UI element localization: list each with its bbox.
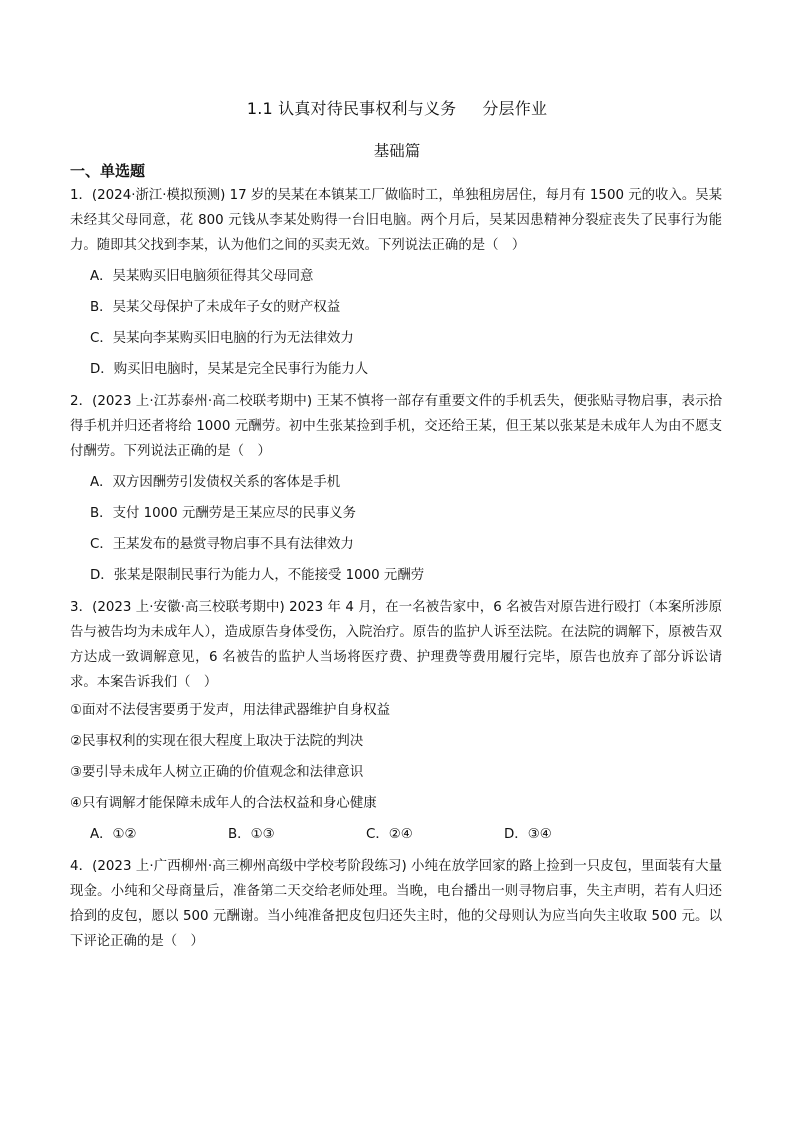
choice-b: B．①③: [228, 827, 275, 842]
statement-4: ④只有调解才能保障未成年人的合法权益和身心健康: [70, 796, 377, 811]
question-1: [70, 183, 722, 385]
title-suffix: 分层作业: [482, 99, 548, 118]
option-c: C．吴某向李某购买旧电脑的行为无法律效力: [90, 331, 354, 346]
question-3: [70, 595, 722, 850]
question-stem: 3．(2023 上·安徽·高三校联考期中) 2023 年 4 月，在一名被告家中，6 名被告对原告进行殴打（本案所涉原告与被告均为未成年人），造成原告身体受伤，入院治疗。原告的监护人诉至法院。在法院的调解下，原被告双方达成一致调解意见，6 名被告的监护人当场将医疗费、护理费等费用履行完毕，原告也放弃了部分诉讼请求。本案告诉我们（ ）: [70, 600, 722, 690]
question-stem: 4．(2023 上·广西柳州·高三柳州高级中学校考阶段练习) 小纯在放学回家的路上捡到一只皮包，里面装有大量现金。小纯和父母商量后，准备第二天交给老师处理。当晚，电台播出一则寻物启事，失主声明，若有人归还拾到的皮包，愿以 500 元酬谢。当小纯准备把皮包归还失主时，他的父母则认为应当向失主收取 500 元。以下评论正确的是（ ）: [70, 859, 722, 949]
statement-3: ③要引导未成年人树立正确的价值观念和法律意识: [70, 765, 364, 780]
question-2: [70, 389, 722, 591]
question-stem: 1．(2024·浙江·模拟预测) 17 岁的吴某在本镇某工厂做临时工，单独租房居住，每月有 1500 元的收入。吴某未经其父母同意，花 800 元钱从李某处购得一台旧电脑。两个月后，吴某因患精神分裂症丧失了民事行为能力。随即其父找到李某，认为他们之间的买卖无效。下列说法正确的是（ ）: [70, 188, 722, 253]
option-a: A．吴某购买旧电脑须征得其父母同意: [90, 269, 314, 284]
statement-1: ①面对不法侵害要勇于发声，用法律武器维护自身权益: [70, 703, 390, 718]
document-title: [0, 96, 794, 119]
question-list: [70, 183, 722, 958]
choice-d: D．③④: [504, 827, 552, 842]
section-heading: 一、单选题: [70, 162, 146, 180]
statement-2: ②民事权利的实现在很大程度上取决于法院的判决: [70, 734, 364, 749]
choice-a: A．①②: [90, 827, 137, 842]
option-d: D．张某是限制民事行为能力人，不能接受 1000 元酬劳: [90, 568, 425, 583]
choice-row: [70, 819, 722, 850]
option-d: D．购买旧电脑时，吴某是完全民事行为能力人: [90, 362, 369, 377]
option-c: C．王某发布的悬赏寻物启事不具有法律效力: [90, 537, 354, 552]
question-stem: 2．(2023 上·江苏泰州·高二校联考期中) 王某不慎将一部存有重要文件的手机丢失，便张贴寻物启事，表示拾得手机并归还者将给 1000 元酬劳。初中生张某捡到手机，交还给王某，但王某以张某是未成年人为由不愿支付酬劳。下列说法正确的是（ ）: [70, 394, 722, 459]
question-4: [70, 854, 722, 954]
option-a: A．双方因酬劳引发债权关系的客体是手机: [90, 475, 341, 490]
choice-c: C．②④: [366, 827, 413, 842]
option-b: B．吴某父母保护了未成年子女的财产权益: [90, 300, 341, 315]
document-subtitle: 基础篇: [373, 142, 421, 160]
option-b: B．支付 1000 元酬劳是王某应尽的民事义务: [90, 506, 357, 521]
title-main: 1.1 认真对待民事权利与义务: [246, 99, 457, 118]
